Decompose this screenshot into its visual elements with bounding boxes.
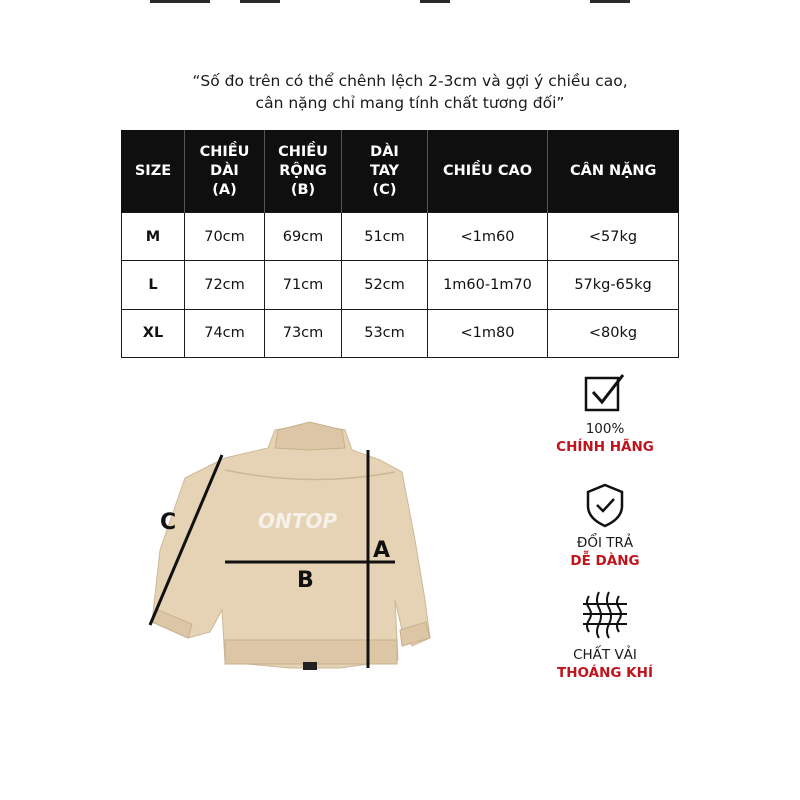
header-sleeve: DÀI TAY (C) — [342, 130, 428, 213]
cell-width: 69cm — [265, 213, 342, 261]
header-size: SIZE — [122, 130, 185, 213]
cell-length: 74cm — [185, 309, 265, 357]
cell-weight: 57kg-65kg — [548, 261, 679, 309]
checkbox-icon — [583, 372, 627, 414]
cell-size: M — [122, 213, 185, 261]
cell-size: XL — [122, 309, 185, 357]
table-row — [122, 213, 679, 261]
cell-size: L — [122, 261, 185, 309]
table-header-row — [122, 130, 679, 213]
header-height: CHIỀU CAO — [428, 130, 548, 213]
jacket-illustration — [140, 400, 440, 700]
top-edge-fragments — [0, 0, 800, 6]
table-row — [122, 261, 679, 309]
cell-weight: <80kg — [548, 309, 679, 357]
cell-width: 71cm — [265, 261, 342, 309]
note-line-2: cân nặng chỉ mang tính chất tương đối” — [255, 94, 565, 112]
cell-weight: <57kg — [548, 213, 679, 261]
feature-easy-return-top: ĐỔI TRẢ — [576, 535, 634, 551]
label-a: A — [373, 538, 391, 563]
table-row — [122, 309, 679, 357]
feature-authentic — [540, 372, 670, 456]
cell-sleeve: 53cm — [342, 309, 428, 357]
cell-height: <1m60 — [428, 213, 548, 261]
feature-breathable-top: CHẤT VẢI — [573, 647, 637, 663]
feature-easy-return — [540, 482, 670, 570]
size-chart-table — [121, 130, 679, 358]
jacket-hem-band — [225, 640, 397, 664]
feature-authentic-bottom: CHÍNH HÃNG — [556, 439, 654, 455]
jacket-measurement-diagram — [140, 400, 440, 700]
header-width: CHIỀU RỘNG (B) — [265, 130, 342, 213]
breathable-fabric-icon — [577, 588, 633, 640]
feature-breathable-bottom: THOÁNG KHÍ — [557, 665, 653, 681]
label-b: B — [297, 568, 314, 593]
measurement-note — [0, 70, 800, 114]
feature-easy-return-bottom: DỄ DÀNG — [570, 553, 640, 569]
note-line-1: “Số đo trên có thể chênh lệch 2-3cm và gợi ý chiều cao, — [192, 72, 628, 90]
cell-width: 73cm — [265, 309, 342, 357]
header-length: CHIỀU DÀI (A) — [185, 130, 265, 213]
cell-sleeve: 52cm — [342, 261, 428, 309]
brand-print: ONTOP — [258, 509, 338, 533]
feature-authentic-top: 100% — [585, 421, 625, 437]
cell-length: 70cm — [185, 213, 265, 261]
header-weight: CÂN NẶNG — [548, 130, 679, 213]
label-c: C — [160, 510, 177, 535]
shield-check-icon — [583, 482, 627, 528]
cell-height: 1m60-1m70 — [428, 261, 548, 309]
jacket-collar — [275, 422, 345, 450]
feature-breathable — [540, 588, 670, 682]
cell-sleeve: 51cm — [342, 213, 428, 261]
cell-length: 72cm — [185, 261, 265, 309]
cell-height: <1m80 — [428, 309, 548, 357]
